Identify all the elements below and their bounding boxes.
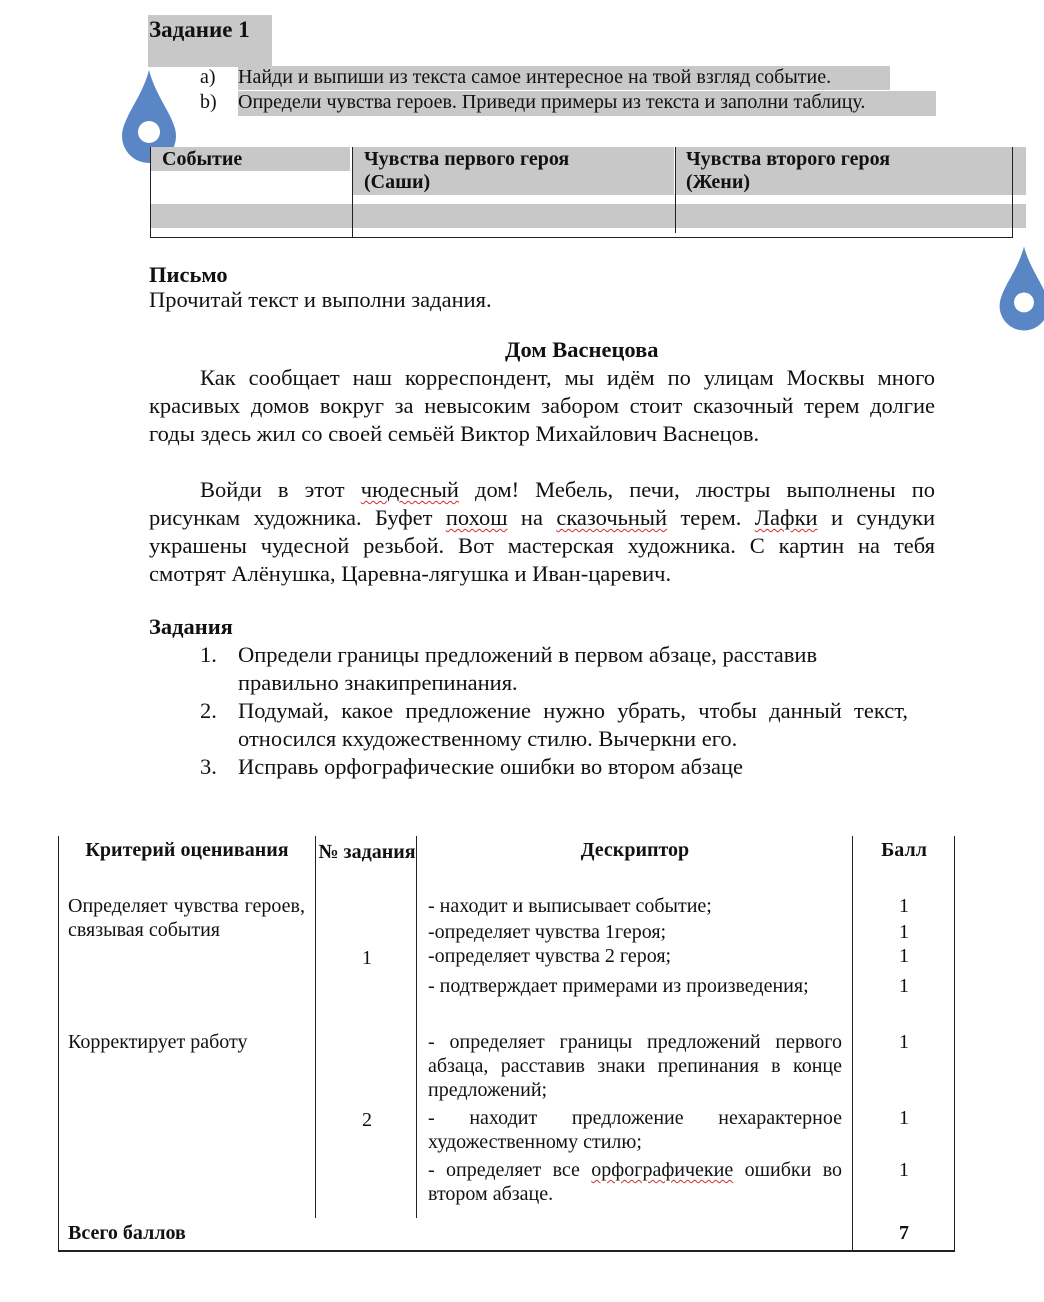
task1-item-text: Найди и выпиши из текста самое интересное на твой взгляд событие. <box>238 66 890 90</box>
column-header: Балл <box>881 839 927 861</box>
descriptor: - находит предложение нехарактерное художественному стилю; <box>428 1107 842 1153</box>
task1-item-text: Определи чувства героев. Приведи примеры из текста и заполни таблицу. <box>238 91 936 116</box>
total-score: 7 <box>899 1222 909 1244</box>
story-paragraph-2: Войди в этот чюдесный дом! Мебель, печи, люстры выполнены по рисункам художника. Буфет похош на сказочьный терем. Лафки и сундуки украшены чудесной резьбой. Вот мастерская художника. С картин на тебя смотрят Алёнушка, Царевна-лягушка и Иван-царевич. <box>149 477 936 586</box>
task-number: 1. <box>200 642 217 667</box>
descriptor: - подтверждает примерами из произведения; <box>428 975 809 997</box>
letter-instruction: Прочитай текст и выполни задания. <box>149 287 492 312</box>
criterion: Корректирует работу <box>68 1031 248 1053</box>
story-paragraph-1: Как сообщает наш корреспондент, мы идём по улицам Москвы много красивых домов вокруг за невысоким забором стоит сказочный терем долгие годы здесь жил со своей семьёй Виктор Михайлович Васнецов. <box>149 365 935 446</box>
spelling-error: Лафки <box>754 505 818 530</box>
descriptor: - находит и выписывает событие; <box>428 895 712 917</box>
tasks-heading: Задания <box>149 614 233 639</box>
task-text: Определи границы предложений в первом абзаце, расставив правильно знакипрепинания. <box>238 642 818 695</box>
score: 1 <box>899 1031 909 1053</box>
spelling-error: похош <box>445 505 508 530</box>
table-row-empty[interactable] <box>150 204 1013 237</box>
task-number-cell: 1 <box>362 947 372 969</box>
criterion: Определяет чувства героев, связывая события <box>68 895 305 941</box>
task-text: Подумай, какое предложение нужно убрать, чтобы данный текст, относился кхудожественному стилю. Вычеркни его. <box>238 698 908 751</box>
list-marker: a) <box>200 66 216 88</box>
task1-item <box>200 91 217 114</box>
descriptor: - определяет все орфографичекие ошибки во втором абзаце. <box>428 1159 842 1205</box>
table-header: Событие <box>162 148 243 170</box>
water-drop-icon <box>996 242 1044 334</box>
column-header: Критерий оценивания <box>85 839 289 861</box>
total-label: Всего баллов <box>68 1222 186 1244</box>
spelling-error: сказочьный <box>556 505 668 530</box>
spelling-error: чюдесный <box>360 477 459 502</box>
task1-title: Задание 1 <box>148 15 272 67</box>
story-title: Дом Васнецова <box>505 337 659 362</box>
score: 1 <box>899 895 909 917</box>
column-header: Дескриптор <box>580 839 690 861</box>
descriptor: - определяет границы предложений первого абзаца, расставив знаки препинания в конце предложений; <box>428 1031 842 1101</box>
descriptor: -определяет чувства 2 героя; <box>428 945 672 967</box>
descriptor: -определяет чувства 1героя; <box>428 921 667 943</box>
column-header: № задания <box>318 841 416 863</box>
task-number: 3. <box>200 754 217 779</box>
task-number-cell: 2 <box>362 1109 372 1131</box>
task1-item <box>200 66 216 89</box>
score: 1 <box>899 975 909 997</box>
task-number: 2. <box>200 698 217 723</box>
table-header: Чувства второго героя (Жени) <box>686 148 891 193</box>
score: 1 <box>899 945 909 967</box>
task-text: Исправь орфографические ошибки во втором абзаце <box>238 754 743 779</box>
score: 1 <box>899 921 909 943</box>
score: 1 <box>899 1159 909 1181</box>
table-header: Чувства первого героя (Саши) <box>364 148 570 193</box>
list-marker: b) <box>200 91 217 113</box>
letter-heading: Письмо <box>149 262 228 287</box>
score: 1 <box>899 1107 909 1129</box>
spelling-error: орфографичекие <box>591 1159 734 1181</box>
